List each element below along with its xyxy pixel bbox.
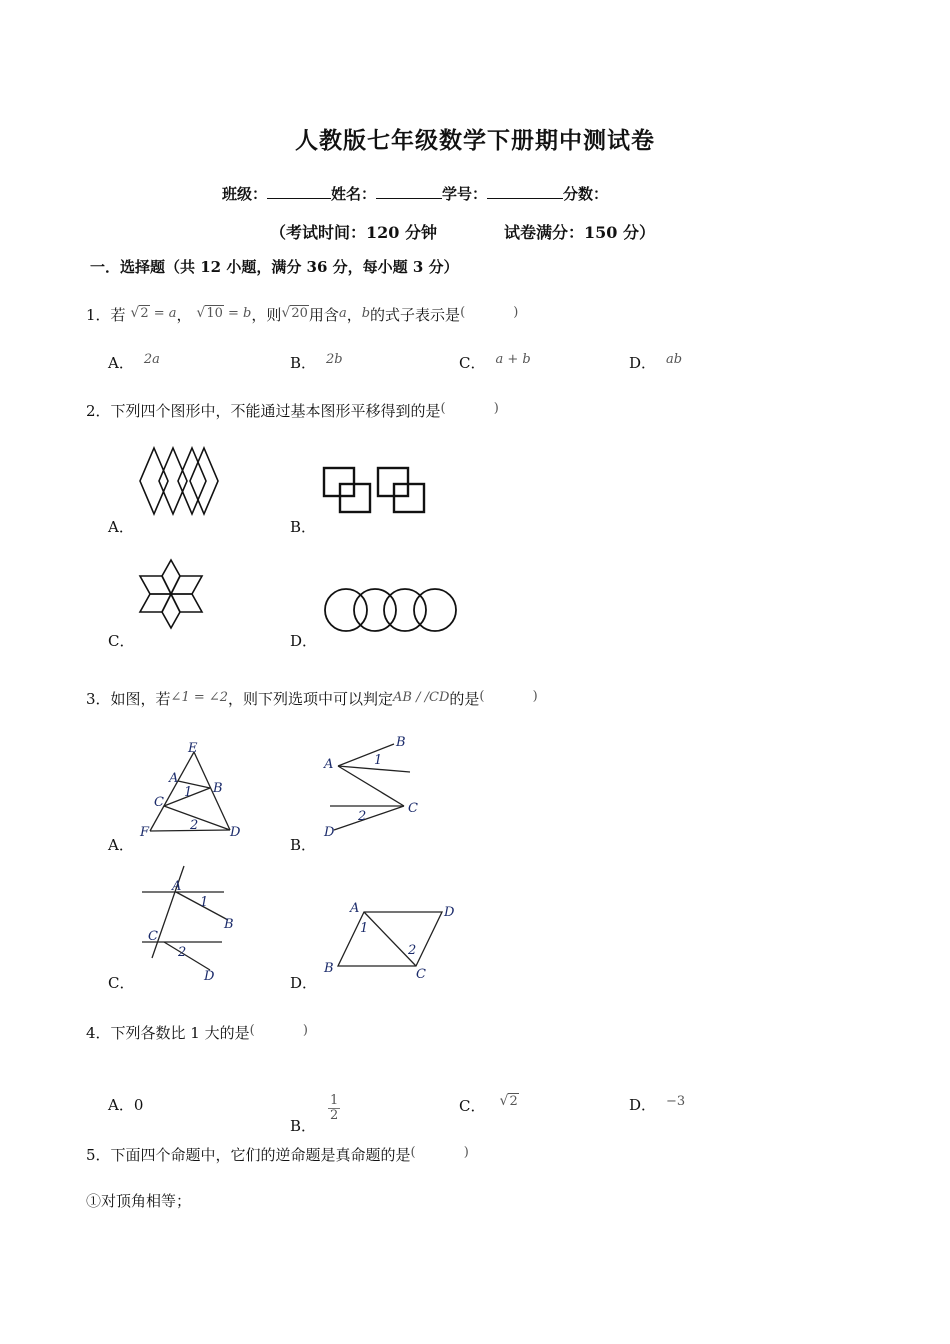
q3d-label-c: C [416, 967, 426, 982]
q1-tail2: 的式子表示是 [370, 306, 461, 324]
q1-var-a: a [338, 306, 347, 321]
q3-figure-c [136, 862, 248, 982]
q3-parallel: AB / /CD [393, 690, 450, 705]
q1-tail1: 用含 [308, 306, 339, 324]
q3a-label-c: C [154, 795, 164, 810]
q1-var-b: b [361, 306, 371, 321]
q3a-label-d: D [230, 825, 241, 840]
q1-expr-a: √ 2 = a [130, 305, 177, 321]
q4-answer-paren: ( ) [249, 1023, 330, 1038]
q3b-label-a: A [324, 757, 334, 772]
q4-option-d[interactable]: D． −3 [629, 1094, 686, 1114]
q3c-label-d: D [204, 969, 215, 982]
q3b-angle-2: 2 [358, 809, 367, 824]
q1-option-d[interactable]: D． ab [629, 352, 683, 372]
q2-text: 2．下列四个图形中，不能通过基本图形平移得到的是 [86, 402, 441, 420]
q4-option-a[interactable]: A．0 [108, 1096, 144, 1114]
q2-option-a[interactable]: A． [108, 518, 134, 536]
q1-option-a[interactable]: A． 2a [108, 352, 160, 372]
q3a-label-e: E [188, 741, 198, 756]
name-blank [376, 182, 442, 199]
student-info-line [222, 182, 608, 204]
q4-option-b[interactable]: B． $\frac{1}{2}$ [290, 1093, 339, 1135]
q3c-angle-2: 2 [178, 945, 187, 960]
q4-option-c[interactable]: C． √ 2 [459, 1093, 518, 1115]
q3b-angle-1: 1 [374, 753, 383, 768]
score-label: 分数： [563, 185, 609, 203]
q3c-label-a: A [172, 879, 182, 894]
q5-text: 5．下面四个命题中，它们的逆命题是真命题的是 [86, 1146, 411, 1164]
q3-figure-a [138, 738, 248, 842]
q3-condition: ∠1 = ∠2 [170, 690, 229, 705]
question-3 [86, 688, 560, 709]
question-1 [86, 304, 540, 325]
question-5 [86, 1144, 491, 1165]
q3d-angle-2: 2 [408, 943, 417, 958]
q3b-label-c: C [408, 801, 418, 816]
q3-answer-paren: ( ) [479, 689, 560, 704]
q2-figure-b-squares [320, 464, 430, 518]
q5-answer-paren: ( ) [410, 1145, 491, 1160]
q3-figure-d [320, 896, 470, 982]
question-2 [86, 400, 521, 421]
q3-option-d[interactable]: D． [290, 974, 318, 992]
class-label: 班级： [222, 185, 268, 203]
class-blank [267, 182, 331, 199]
q2-option-d[interactable]: D． [290, 632, 318, 650]
q4-fraction: $\frac{1}{2}$ [330, 1093, 339, 1123]
q3a-label-b: B [213, 781, 223, 796]
q1-expr-c: √ 20 [281, 305, 308, 321]
q3a-label-a: A [169, 771, 179, 786]
q1-answer-paren: ( ) [460, 305, 541, 320]
page-title: 人教版七年级数学下册期中测试卷 [295, 127, 655, 154]
q3d-angle-1: 1 [360, 921, 369, 936]
exam-full-score: 试卷满分：150 分） [504, 223, 655, 242]
question-4 [86, 1022, 330, 1043]
q3-option-b[interactable]: B． [290, 836, 317, 854]
q2-figure-d-circles [322, 586, 460, 636]
q3-tail: 的是 [449, 690, 480, 708]
q2-figure-a-diamonds [138, 446, 220, 518]
q3-figure-b [320, 732, 430, 842]
q1-sep: ， [176, 306, 192, 324]
q3a-label-f: F [140, 825, 150, 840]
q3-mid: ，则下列选项中可以判定 [228, 690, 394, 708]
q3a-angle-1: 1 [184, 785, 193, 800]
q3c-label-b: B [224, 917, 234, 932]
q1-mid: ，则 [251, 306, 282, 324]
section-title: 一．选择题（共 12 小题，满分 36 分，每小题 3 分） [90, 258, 459, 276]
name-label: 姓名： [331, 185, 377, 203]
q3c-label-c: C [148, 929, 158, 944]
q3d-label-a: A [350, 901, 360, 916]
q2-option-c[interactable]: C． [108, 632, 135, 650]
q1-option-b[interactable]: B． 2b [290, 352, 343, 372]
q3a-angle-2: 2 [190, 818, 199, 833]
q3d-label-d: D [444, 905, 455, 920]
id-blank [487, 182, 563, 199]
q3b-label-b: B [396, 735, 406, 750]
q4-text: 4．下列各数比 1 大的是 [86, 1024, 250, 1042]
q1-comma: ， [346, 306, 362, 324]
q3-pre: 3．如图，若 [86, 690, 171, 708]
q1-number: 1．若 [86, 306, 126, 324]
exam-time: （考试时间：120 分钟 [270, 223, 437, 242]
q3d-label-b: B [324, 961, 334, 976]
id-label: 学号： [442, 185, 488, 203]
q2-option-b[interactable]: B． [290, 518, 317, 536]
q2-answer-paren: ( ) [440, 401, 521, 416]
q1-option-c[interactable]: C． a + b [459, 352, 531, 372]
q2-figure-c-star [136, 556, 206, 632]
q3b-label-d: D [324, 825, 335, 840]
q3c-angle-1: 1 [200, 895, 209, 910]
q5-item-1: ①对顶角相等； [86, 1192, 192, 1210]
q3-option-c[interactable]: C． [108, 974, 135, 992]
q1-expr-b: √ 10 = b [196, 305, 252, 321]
q3-option-a[interactable]: A． [108, 836, 134, 854]
